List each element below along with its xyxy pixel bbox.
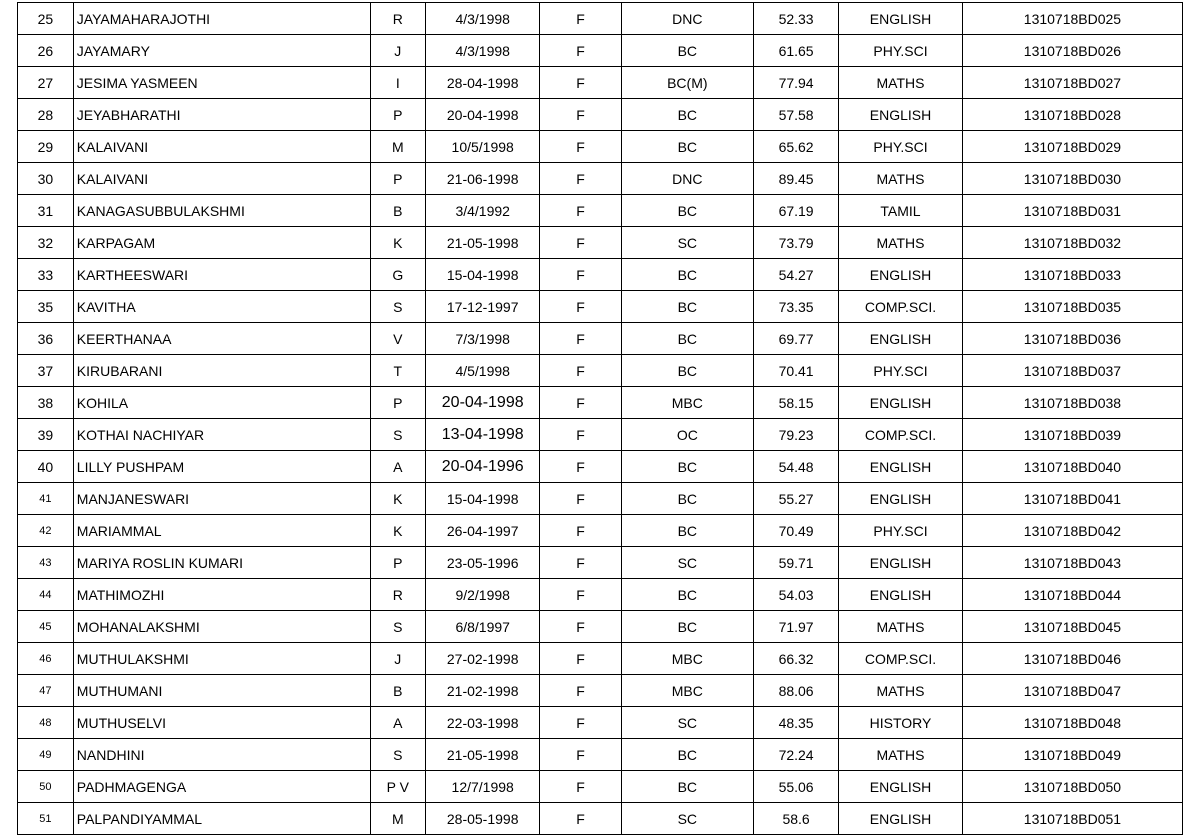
community-cell: BC: [621, 259, 754, 291]
initial-cell: J: [370, 35, 425, 67]
serial-number-cell: 37: [18, 355, 74, 387]
initial-cell: R: [370, 3, 425, 35]
subject-cell: MATHS: [839, 611, 963, 643]
community-cell: BC: [621, 35, 754, 67]
student-name-cell: KARTHEESWARI: [73, 259, 370, 291]
serial-number-cell: 48: [18, 707, 74, 739]
community-cell: SC: [621, 227, 754, 259]
serial-number-cell: 42: [18, 515, 74, 547]
student-name-cell: LILLY PUSHPAM: [73, 451, 370, 483]
date-of-birth-cell: 28-05-1998: [425, 803, 539, 835]
student-name-cell: KARPAGAM: [73, 227, 370, 259]
gender-cell: F: [540, 355, 621, 387]
student-name-cell: MUTHUSELVI: [73, 707, 370, 739]
student-name-cell: KOHILA: [73, 387, 370, 419]
community-cell: MBC: [621, 643, 754, 675]
marks-cell: 61.65: [754, 35, 839, 67]
register-number-cell: 1310718BD049: [962, 739, 1182, 771]
table-row: [18, 99, 1183, 131]
serial-number-cell: 38: [18, 387, 74, 419]
initial-cell: B: [370, 675, 425, 707]
date-of-birth-cell: 21-06-1998: [425, 163, 539, 195]
serial-number-cell: 31: [18, 195, 74, 227]
register-number-cell: 1310718BD046: [962, 643, 1182, 675]
community-cell: BC: [621, 355, 754, 387]
student-name-cell: MOHANALAKSHMI: [73, 611, 370, 643]
table-row: [18, 739, 1183, 771]
initial-cell: S: [370, 611, 425, 643]
student-name-cell: MUTHULAKSHMI: [73, 643, 370, 675]
date-of-birth-cell: 20-04-1998: [425, 387, 539, 419]
marks-cell: 58.15: [754, 387, 839, 419]
community-cell: SC: [621, 547, 754, 579]
subject-cell: TAMIL: [839, 195, 963, 227]
register-number-cell: 1310718BD051: [962, 803, 1182, 835]
subject-cell: ENGLISH: [839, 259, 963, 291]
register-number-cell: 1310718BD030: [962, 163, 1182, 195]
register-number-cell: 1310718BD035: [962, 291, 1182, 323]
subject-cell: ENGLISH: [839, 3, 963, 35]
register-number-cell: 1310718BD042: [962, 515, 1182, 547]
community-cell: BC: [621, 323, 754, 355]
marks-cell: 52.33: [754, 3, 839, 35]
register-number-cell: 1310718BD025: [962, 3, 1182, 35]
serial-number-cell: 44: [18, 579, 74, 611]
serial-number-cell: 33: [18, 259, 74, 291]
initial-cell: B: [370, 195, 425, 227]
subject-cell: ENGLISH: [839, 451, 963, 483]
table-row: [18, 771, 1183, 803]
student-name-cell: PALPANDIYAMMAL: [73, 803, 370, 835]
date-of-birth-cell: 21-05-1998: [425, 739, 539, 771]
student-name-cell: KANAGASUBBULAKSHMI: [73, 195, 370, 227]
table-row: [18, 67, 1183, 99]
serial-number-cell: 35: [18, 291, 74, 323]
marks-cell: 57.58: [754, 99, 839, 131]
date-of-birth-cell: 17-12-1997: [425, 291, 539, 323]
register-number-cell: 1310718BD050: [962, 771, 1182, 803]
marks-cell: 89.45: [754, 163, 839, 195]
initial-cell: K: [370, 515, 425, 547]
initial-cell: V: [370, 323, 425, 355]
serial-number-cell: 49: [18, 739, 74, 771]
date-of-birth-cell: 21-02-1998: [425, 675, 539, 707]
marks-cell: 73.35: [754, 291, 839, 323]
marks-cell: 54.03: [754, 579, 839, 611]
student-name-cell: JESIMA YASMEEN: [73, 67, 370, 99]
table-row: [18, 643, 1183, 675]
gender-cell: F: [540, 675, 621, 707]
serial-number-cell: 27: [18, 67, 74, 99]
register-number-cell: 1310718BD037: [962, 355, 1182, 387]
serial-number-cell: 36: [18, 323, 74, 355]
date-of-birth-cell: 6/8/1997: [425, 611, 539, 643]
community-cell: BC: [621, 451, 754, 483]
subject-cell: PHY.SCI: [839, 35, 963, 67]
student-name-cell: MARIYA ROSLIN KUMARI: [73, 547, 370, 579]
gender-cell: F: [540, 739, 621, 771]
serial-number-cell: 41: [18, 483, 74, 515]
serial-number-cell: 46: [18, 643, 74, 675]
subject-cell: MATHS: [839, 67, 963, 99]
serial-number-cell: 32: [18, 227, 74, 259]
gender-cell: F: [540, 163, 621, 195]
gender-cell: F: [540, 323, 621, 355]
table-row: [18, 131, 1183, 163]
serial-number-cell: 40: [18, 451, 74, 483]
student-name-cell: KALAIVANI: [73, 163, 370, 195]
serial-number-cell: 43: [18, 547, 74, 579]
student-name-cell: MARIAMMAL: [73, 515, 370, 547]
table-row: [18, 579, 1183, 611]
register-number-cell: 1310718BD039: [962, 419, 1182, 451]
date-of-birth-cell: 15-04-1998: [425, 483, 539, 515]
marks-cell: 55.27: [754, 483, 839, 515]
serial-number-cell: 28: [18, 99, 74, 131]
marks-cell: 88.06: [754, 675, 839, 707]
serial-number-cell: 45: [18, 611, 74, 643]
table-row: [18, 515, 1183, 547]
gender-cell: F: [540, 483, 621, 515]
table-row: [18, 3, 1183, 35]
serial-number-cell: 30: [18, 163, 74, 195]
marks-cell: 59.71: [754, 547, 839, 579]
table-row: [18, 323, 1183, 355]
community-cell: SC: [621, 803, 754, 835]
marks-cell: 54.48: [754, 451, 839, 483]
subject-cell: ENGLISH: [839, 387, 963, 419]
date-of-birth-cell: 26-04-1997: [425, 515, 539, 547]
student-name-cell: KEERTHANAA: [73, 323, 370, 355]
date-of-birth-cell: 7/3/1998: [425, 323, 539, 355]
community-cell: MBC: [621, 675, 754, 707]
serial-number-cell: 25: [18, 3, 74, 35]
table-row: [18, 163, 1183, 195]
register-number-cell: 1310718BD029: [962, 131, 1182, 163]
initial-cell: K: [370, 227, 425, 259]
gender-cell: F: [540, 131, 621, 163]
community-cell: BC: [621, 291, 754, 323]
serial-number-cell: 50: [18, 771, 74, 803]
marks-cell: 70.49: [754, 515, 839, 547]
register-number-cell: 1310718BD045: [962, 611, 1182, 643]
table-row: [18, 707, 1183, 739]
subject-cell: ENGLISH: [839, 99, 963, 131]
student-name-cell: NANDHINI: [73, 739, 370, 771]
marks-cell: 77.94: [754, 67, 839, 99]
gender-cell: F: [540, 35, 621, 67]
gender-cell: F: [540, 387, 621, 419]
subject-cell: MATHS: [839, 675, 963, 707]
table-body: [18, 3, 1183, 835]
subject-cell: MATHS: [839, 739, 963, 771]
table-row: [18, 355, 1183, 387]
gender-cell: F: [540, 611, 621, 643]
register-number-cell: 1310718BD033: [962, 259, 1182, 291]
community-cell: BC: [621, 99, 754, 131]
initial-cell: M: [370, 803, 425, 835]
date-of-birth-cell: 28-04-1998: [425, 67, 539, 99]
table-row: [18, 35, 1183, 67]
register-number-cell: 1310718BD028: [962, 99, 1182, 131]
student-name-cell: PADHMAGENGA: [73, 771, 370, 803]
initial-cell: S: [370, 291, 425, 323]
table-row: [18, 611, 1183, 643]
subject-cell: ENGLISH: [839, 803, 963, 835]
marks-cell: 79.23: [754, 419, 839, 451]
gender-cell: F: [540, 547, 621, 579]
marks-cell: 73.79: [754, 227, 839, 259]
marks-cell: 55.06: [754, 771, 839, 803]
community-cell: BC: [621, 131, 754, 163]
initial-cell: A: [370, 451, 425, 483]
date-of-birth-cell: 21-05-1998: [425, 227, 539, 259]
table-row: [18, 195, 1183, 227]
marks-cell: 58.6: [754, 803, 839, 835]
register-number-cell: 1310718BD027: [962, 67, 1182, 99]
marks-cell: 54.27: [754, 259, 839, 291]
gender-cell: F: [540, 259, 621, 291]
table-row: [18, 803, 1183, 835]
community-cell: BC: [621, 579, 754, 611]
serial-number-cell: 47: [18, 675, 74, 707]
date-of-birth-cell: 23-05-1996: [425, 547, 539, 579]
community-cell: DNC: [621, 163, 754, 195]
gender-cell: F: [540, 451, 621, 483]
gender-cell: F: [540, 803, 621, 835]
gender-cell: F: [540, 771, 621, 803]
student-name-cell: KIRUBARANI: [73, 355, 370, 387]
marks-cell: 48.35: [754, 707, 839, 739]
register-number-cell: 1310718BD026: [962, 35, 1182, 67]
initial-cell: P: [370, 99, 425, 131]
marks-cell: 71.97: [754, 611, 839, 643]
date-of-birth-cell: 4/3/1998: [425, 35, 539, 67]
initial-cell: P: [370, 387, 425, 419]
register-number-cell: 1310718BD044: [962, 579, 1182, 611]
serial-number-cell: 39: [18, 419, 74, 451]
initial-cell: S: [370, 739, 425, 771]
gender-cell: F: [540, 3, 621, 35]
table-row: [18, 451, 1183, 483]
gender-cell: F: [540, 643, 621, 675]
student-name-cell: MATHIMOZHI: [73, 579, 370, 611]
student-name-cell: JEYABHARATHI: [73, 99, 370, 131]
date-of-birth-cell: 22-03-1998: [425, 707, 539, 739]
table-row: [18, 483, 1183, 515]
gender-cell: F: [540, 419, 621, 451]
gender-cell: F: [540, 515, 621, 547]
date-of-birth-cell: 12/7/1998: [425, 771, 539, 803]
gender-cell: F: [540, 227, 621, 259]
initial-cell: P: [370, 547, 425, 579]
subject-cell: ENGLISH: [839, 323, 963, 355]
community-cell: BC: [621, 771, 754, 803]
marks-cell: 70.41: [754, 355, 839, 387]
date-of-birth-cell: 20-04-1996: [425, 451, 539, 483]
initial-cell: T: [370, 355, 425, 387]
community-cell: DNC: [621, 3, 754, 35]
marks-cell: 69.77: [754, 323, 839, 355]
student-name-cell: MUTHUMANI: [73, 675, 370, 707]
table-row: [18, 419, 1183, 451]
table-row: [18, 547, 1183, 579]
initial-cell: I: [370, 67, 425, 99]
date-of-birth-cell: 10/5/1998: [425, 131, 539, 163]
gender-cell: F: [540, 195, 621, 227]
subject-cell: ENGLISH: [839, 547, 963, 579]
student-name-cell: JAYAMAHARAJOTHI: [73, 3, 370, 35]
subject-cell: PHY.SCI: [839, 355, 963, 387]
date-of-birth-cell: 4/3/1998: [425, 3, 539, 35]
marks-cell: 65.62: [754, 131, 839, 163]
community-cell: BC: [621, 515, 754, 547]
register-number-cell: 1310718BD038: [962, 387, 1182, 419]
register-number-cell: 1310718BD048: [962, 707, 1182, 739]
register-number-cell: 1310718BD040: [962, 451, 1182, 483]
gender-cell: F: [540, 67, 621, 99]
subject-cell: ENGLISH: [839, 771, 963, 803]
student-name-cell: KAVITHA: [73, 291, 370, 323]
register-number-cell: 1310718BD031: [962, 195, 1182, 227]
initial-cell: P: [370, 163, 425, 195]
table-row: [18, 291, 1183, 323]
table-row: [18, 227, 1183, 259]
gender-cell: F: [540, 99, 621, 131]
subject-cell: HISTORY: [839, 707, 963, 739]
subject-cell: COMP.SCI.: [839, 291, 963, 323]
subject-cell: COMP.SCI.: [839, 643, 963, 675]
table-row: [18, 675, 1183, 707]
community-cell: BC: [621, 611, 754, 643]
serial-number-cell: 51: [18, 803, 74, 835]
serial-number-cell: 29: [18, 131, 74, 163]
community-cell: BC: [621, 739, 754, 771]
subject-cell: ENGLISH: [839, 483, 963, 515]
initial-cell: R: [370, 579, 425, 611]
initial-cell: A: [370, 707, 425, 739]
student-name-cell: KOTHAI NACHIYAR: [73, 419, 370, 451]
date-of-birth-cell: 9/2/1998: [425, 579, 539, 611]
marks-cell: 72.24: [754, 739, 839, 771]
initial-cell: M: [370, 131, 425, 163]
subject-cell: MATHS: [839, 227, 963, 259]
gender-cell: F: [540, 579, 621, 611]
initial-cell: J: [370, 643, 425, 675]
marks-cell: 67.19: [754, 195, 839, 227]
student-name-cell: JAYAMARY: [73, 35, 370, 67]
date-of-birth-cell: 15-04-1998: [425, 259, 539, 291]
register-number-cell: 1310718BD043: [962, 547, 1182, 579]
subject-cell: COMP.SCI.: [839, 419, 963, 451]
date-of-birth-cell: 20-04-1998: [425, 99, 539, 131]
student-name-cell: MANJANESWARI: [73, 483, 370, 515]
serial-number-cell: 26: [18, 35, 74, 67]
table-row: [18, 259, 1183, 291]
community-cell: MBC: [621, 387, 754, 419]
date-of-birth-cell: 13-04-1998: [425, 419, 539, 451]
community-cell: BC: [621, 483, 754, 515]
community-cell: OC: [621, 419, 754, 451]
student-name-cell: KALAIVANI: [73, 131, 370, 163]
subject-cell: ENGLISH: [839, 579, 963, 611]
date-of-birth-cell: 3/4/1992: [425, 195, 539, 227]
register-number-cell: 1310718BD047: [962, 675, 1182, 707]
community-cell: SC: [621, 707, 754, 739]
gender-cell: F: [540, 291, 621, 323]
register-number-cell: 1310718BD041: [962, 483, 1182, 515]
initial-cell: G: [370, 259, 425, 291]
register-number-cell: 1310718BD032: [962, 227, 1182, 259]
register-number-cell: 1310718BD036: [962, 323, 1182, 355]
subject-cell: PHY.SCI: [839, 131, 963, 163]
initial-cell: K: [370, 483, 425, 515]
student-list-table: [17, 2, 1183, 835]
subject-cell: MATHS: [839, 163, 963, 195]
date-of-birth-cell: 4/5/1998: [425, 355, 539, 387]
community-cell: BC(M): [621, 67, 754, 99]
gender-cell: F: [540, 707, 621, 739]
table-row: [18, 387, 1183, 419]
community-cell: BC: [621, 195, 754, 227]
subject-cell: PHY.SCI: [839, 515, 963, 547]
date-of-birth-cell: 27-02-1998: [425, 643, 539, 675]
initial-cell: S: [370, 419, 425, 451]
marks-cell: 66.32: [754, 643, 839, 675]
initial-cell: P V: [370, 771, 425, 803]
